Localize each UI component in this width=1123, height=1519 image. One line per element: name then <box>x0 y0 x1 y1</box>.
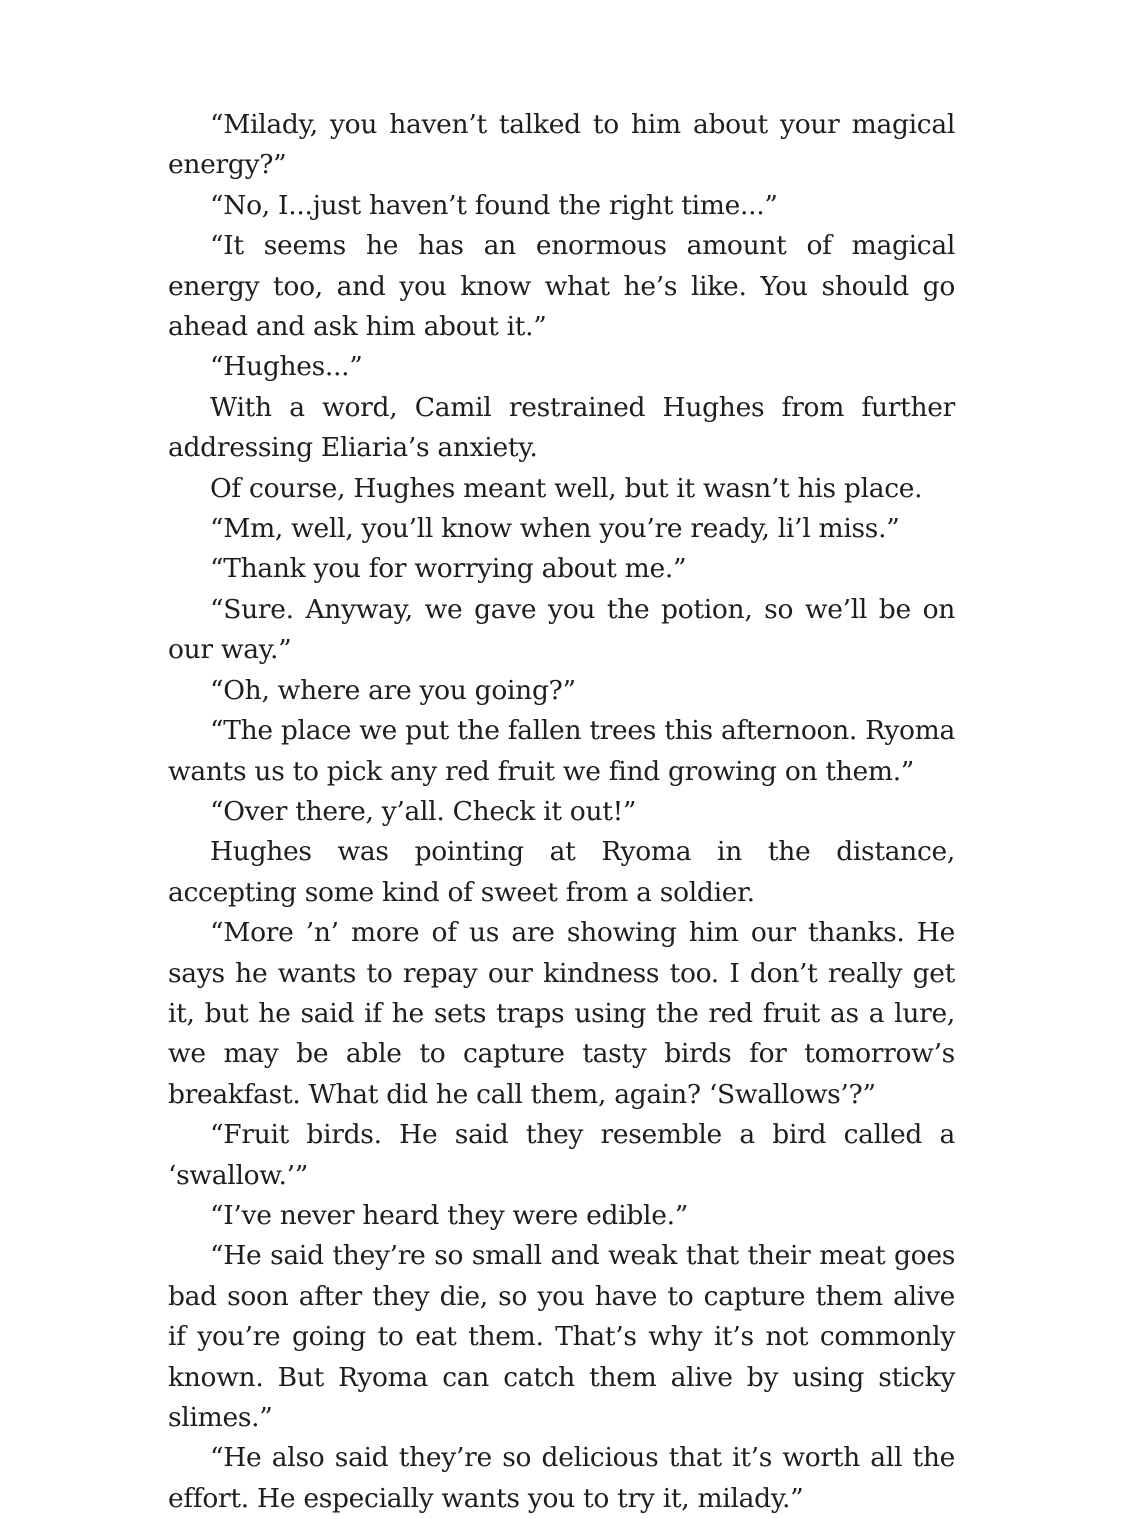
paragraph: “Sure. Anyway, we gave you the potion, so we’ll be on our way.” <box>168 593 955 666</box>
paragraph: “It seems he has an enormous amount of magical energy too, and you know what he’s like. You should go ahead and ask him about it.” <box>168 230 955 343</box>
paragraph: “Hughes...” <box>210 351 363 383</box>
paragraph: “Over there, y’all. Check it out!” <box>210 795 637 827</box>
paragraph: Hughes was pointing at Ryoma in the distance, accepting some kind of sweet from a soldier. <box>168 836 955 908</box>
paragraph: “No, I...just haven’t found the right time...” <box>210 189 778 221</box>
paragraph: “The place we put the fallen trees this afternoon. Ryoma wants us to pick any red fruit we find growing on them.” <box>168 715 955 787</box>
page-text <box>168 105 955 1519</box>
paragraph: “More ’n’ more of us are showing him our thanks. He says he wants to repay our kindness too. I don’t really get it, but he said if he sets traps using the red fruit as a lure, we may be able to capture tasty birds for tomorrow’s breakfast. What did he call them, again? ‘Swallows’?” <box>168 917 955 1110</box>
paragraph: “Fruit birds. He said they resemble a bird called a ‘swallow.’” <box>168 1119 955 1191</box>
paragraph: “He also said they’re so delicious that it’s worth all the effort. He especially wants you to try it, milady.” <box>168 1442 955 1514</box>
paragraph: “He said they’re so small and weak that their meat goes bad soon after they die, so you have to capture them alive if you’re going to eat them. That’s why it’s not commonly known. But Ryoma can catch them alive by using sticky slimes.” <box>168 1240 955 1433</box>
paragraph: “Thank you for worrying about me.” <box>210 553 687 585</box>
paragraph: With a word, Camil restrained Hughes from further addressing Eliaria’s anxiety. <box>168 391 955 464</box>
paragraph: “Oh, where are you going?” <box>210 674 576 706</box>
paragraph: Of course, Hughes meant well, but it wasn’t his place. <box>210 472 923 504</box>
paragraph: “Milady, you haven’t talked to him about your magical energy?” <box>168 109 955 181</box>
paragraph: “Mm, well, you’ll know when you’re ready, li’l miss.” <box>210 513 900 545</box>
paragraph: “I’ve never heard they were edible.” <box>210 1199 688 1231</box>
